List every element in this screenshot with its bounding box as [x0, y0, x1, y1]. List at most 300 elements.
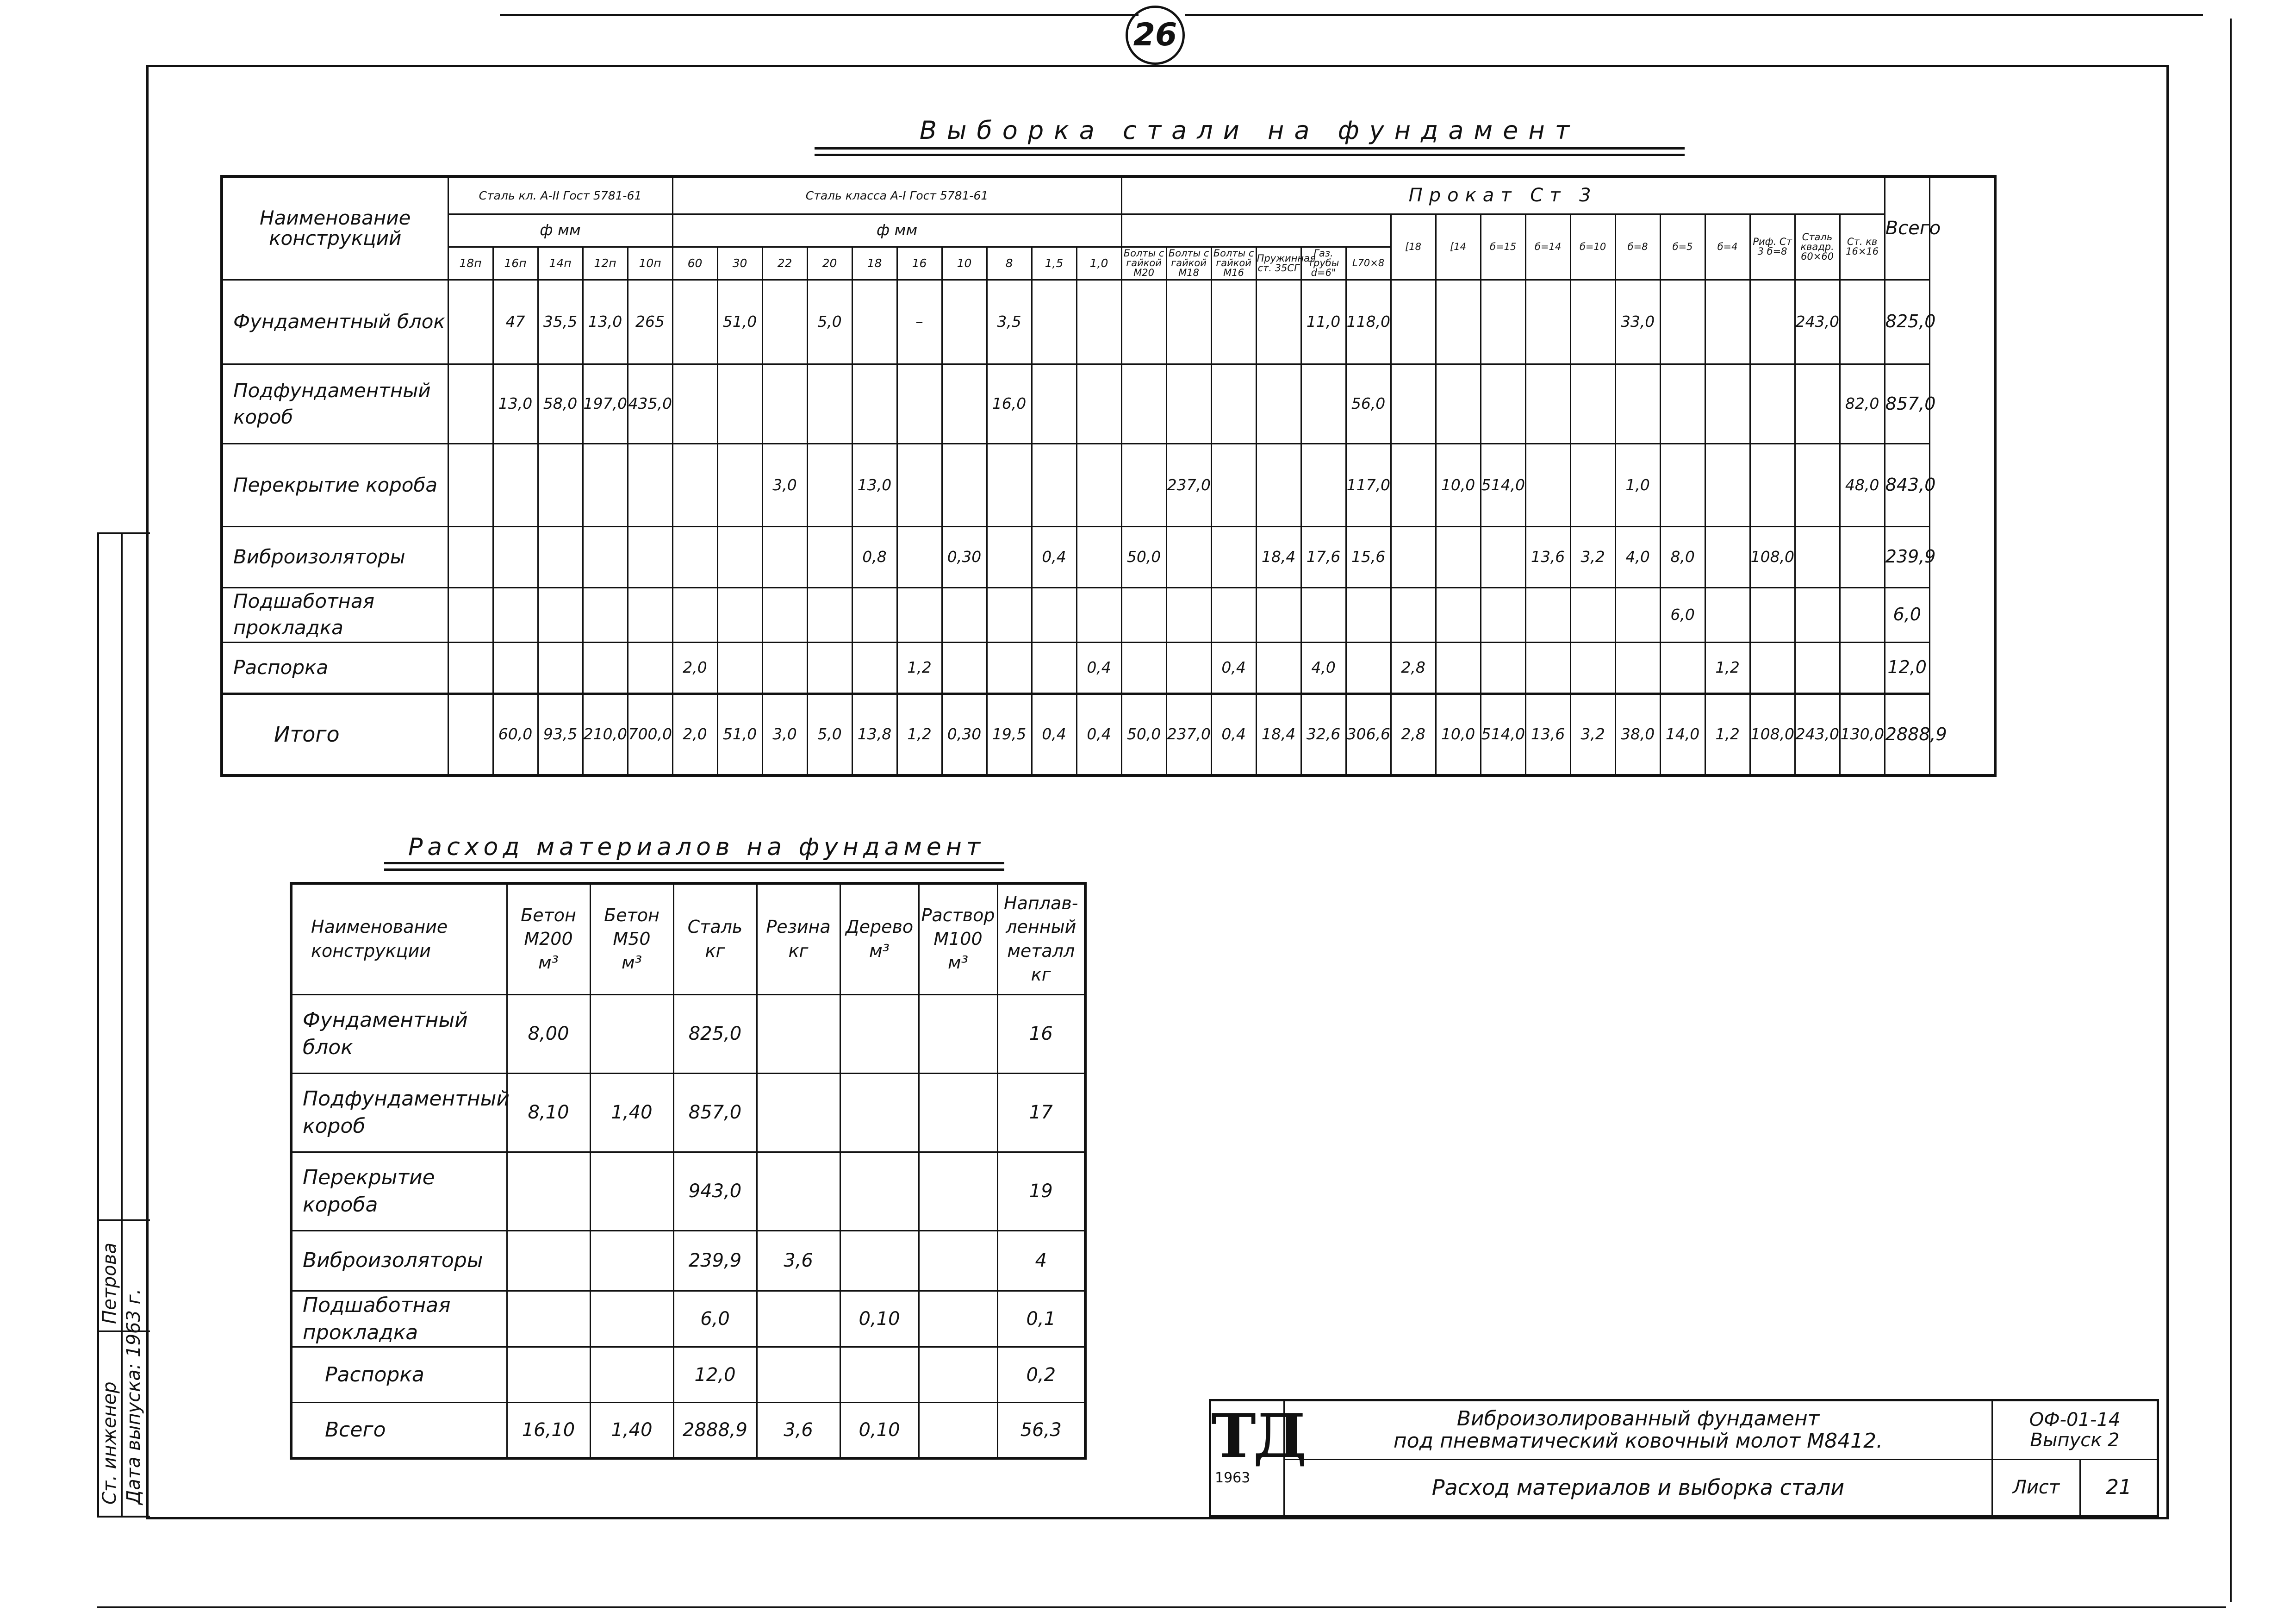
steel-cell	[1705, 526, 1750, 587]
title-line-3: Расход материалов и выборка стали	[1284, 1460, 1992, 1516]
steel-cell	[1840, 587, 1885, 642]
materials-col-header	[673, 883, 757, 994]
materials-col-header-line: М100	[933, 929, 983, 949]
steel-cell	[1750, 642, 1795, 694]
steel-row-name: Виброизоляторы	[222, 526, 448, 587]
materials-cell: 8,10	[507, 1073, 590, 1152]
steel-cell	[987, 444, 1032, 526]
materials-cell	[919, 1403, 997, 1458]
steel-cell	[1525, 280, 1570, 364]
materials-row-name: Распорка	[291, 1347, 507, 1403]
materials-col-header	[757, 883, 840, 994]
materials-cell	[590, 994, 673, 1073]
steel-cell: 118,0	[1346, 280, 1391, 364]
steel-cell: 48,0	[1840, 444, 1885, 526]
steel-cell: 17,6	[1301, 526, 1346, 587]
steel-cell	[538, 526, 583, 587]
steel-cell	[583, 642, 628, 694]
steel-cell: 0,4	[1032, 694, 1076, 775]
steel-cell	[1256, 280, 1301, 364]
steel-cell	[1795, 444, 1840, 526]
steel-cell	[493, 444, 538, 526]
steel-cell: 82,0	[1840, 364, 1885, 444]
steel-cell	[1346, 587, 1391, 642]
steel-cell	[717, 587, 762, 642]
steel-cell	[987, 587, 1032, 642]
steel-cell	[807, 587, 852, 642]
a1-sub-header: 20	[807, 247, 852, 280]
materials-col-header-line: м³	[622, 952, 642, 973]
steel-cell	[1256, 587, 1301, 642]
materials-col-header	[291, 883, 507, 994]
steel-cell	[1391, 444, 1436, 526]
steel-cell: 15,6	[1346, 526, 1391, 587]
prokat-sub-header: [18	[1391, 214, 1436, 280]
materials-cell	[919, 1347, 997, 1403]
a1-sub-header: 22	[762, 247, 807, 280]
steel-cell	[1570, 364, 1615, 444]
group-prokat-header: Прокат Ст 3	[1121, 176, 1885, 214]
steel-cell: 3,2	[1570, 526, 1615, 587]
steel-row-total: 12,0	[1885, 642, 1929, 694]
steel-cell	[1436, 642, 1481, 694]
materials-col-header-line: Наименование	[311, 917, 448, 937]
steel-cell	[942, 364, 987, 444]
sheet-number: 21	[2080, 1460, 2158, 1516]
steel-cell	[1211, 444, 1256, 526]
steel-cell	[1570, 444, 1615, 526]
steel-cell: 1,2	[1705, 642, 1750, 694]
materials-table-row	[291, 1291, 1085, 1347]
materials-cell	[840, 1230, 919, 1291]
steel-cell: 210,0	[583, 694, 628, 775]
steel-cell: 60,0	[493, 694, 538, 775]
steel-cell	[807, 364, 852, 444]
steel-title-underline	[815, 147, 1685, 156]
steel-cell	[1211, 526, 1256, 587]
side-stamp-role: Ст. инженер	[99, 1381, 120, 1505]
steel-cell	[1795, 587, 1840, 642]
steel-cell	[1840, 280, 1885, 364]
prokat-sub-header: Болты с гайкой М16	[1211, 247, 1256, 280]
prokat-sub-header: L70×8	[1346, 247, 1391, 280]
steel-cell	[1032, 444, 1076, 526]
steel-row-name: Фундаментный блок	[222, 280, 448, 364]
steel-cell: 58,0	[538, 364, 583, 444]
materials-row-name: Подшаботная прокладка	[291, 1291, 507, 1347]
steel-cell	[1481, 642, 1525, 694]
materials-col-header	[507, 883, 590, 994]
prokat-sub-header: Болты с гайкой М20	[1121, 247, 1166, 280]
steel-cell	[1032, 280, 1076, 364]
materials-cell: 4	[997, 1230, 1085, 1291]
steel-cell	[717, 526, 762, 587]
a2-sub-header: 10п	[628, 247, 672, 280]
steel-cell	[762, 364, 807, 444]
steel-cell: 0,30	[942, 694, 987, 775]
steel-cell	[493, 587, 538, 642]
materials-header-row	[291, 883, 1085, 994]
steel-cell	[717, 364, 762, 444]
steel-cell	[807, 526, 852, 587]
steel-table-row	[222, 280, 1995, 364]
steel-cell: 243,0	[1795, 694, 1840, 775]
steel-cell: 13,0	[493, 364, 538, 444]
steel-cell: 514,0	[1481, 444, 1525, 526]
a2-sub-header: 18п	[448, 247, 493, 280]
steel-cell	[538, 587, 583, 642]
steel-table-row	[222, 642, 1995, 694]
materials-cell	[919, 994, 997, 1073]
steel-cell	[1795, 526, 1840, 587]
steel-cell	[1076, 280, 1121, 364]
prokat-sub-header: б=8	[1615, 214, 1660, 280]
steel-cell	[1121, 642, 1166, 694]
title-block-code-cell	[1992, 1400, 2158, 1460]
materials-cell: 56,3	[997, 1403, 1085, 1458]
steel-cell	[1525, 444, 1570, 526]
steel-cell	[1121, 280, 1166, 364]
steel-cell	[672, 587, 717, 642]
materials-cell: 16	[997, 994, 1085, 1073]
steel-cell	[1166, 526, 1211, 587]
materials-cell	[757, 1291, 840, 1347]
materials-col-header-line: кг	[705, 940, 725, 961]
doc-issue: Выпуск 2	[2030, 1430, 2120, 1451]
steel-row-total: 2888,9	[1885, 694, 1929, 775]
prokat-sub-header: Болты с гайкой М18	[1166, 247, 1211, 280]
materials-title-underline	[384, 862, 1004, 871]
steel-cell	[628, 587, 672, 642]
steel-cell	[1076, 526, 1121, 587]
steel-cell	[1481, 587, 1525, 642]
steel-cell	[1660, 444, 1705, 526]
steel-cell: 0,30	[942, 526, 987, 587]
materials-table-row	[291, 1073, 1085, 1152]
steel-cell	[583, 444, 628, 526]
materials-table-row	[291, 1347, 1085, 1403]
prokat-sub-header: Сталь квадр. 60×60	[1795, 214, 1840, 280]
steel-row-total: 843,0	[1885, 444, 1929, 526]
materials-cell	[507, 1152, 590, 1230]
materials-cell	[919, 1230, 997, 1291]
materials-cell: 19	[997, 1152, 1085, 1230]
steel-cell: 514,0	[1481, 694, 1525, 775]
steel-cell	[1525, 587, 1570, 642]
steel-cell	[1256, 642, 1301, 694]
steel-cell	[1481, 526, 1525, 587]
steel-cell	[1436, 280, 1481, 364]
steel-cell	[448, 444, 493, 526]
prokat-sub-header: б=14	[1525, 214, 1570, 280]
steel-cell: 14,0	[1660, 694, 1705, 775]
logo-td: ТД	[1211, 1400, 1304, 1471]
steel-cell	[1391, 280, 1436, 364]
steel-cell: 33,0	[1615, 280, 1660, 364]
prokat-sub-header: б=10	[1570, 214, 1615, 280]
steel-cell	[1481, 280, 1525, 364]
steel-cell	[1615, 364, 1660, 444]
materials-col-header-line: м³	[869, 940, 890, 961]
steel-cell	[1615, 587, 1660, 642]
steel-cell	[1436, 587, 1481, 642]
materials-cell: 1,40	[590, 1403, 673, 1458]
steel-cell: 6,0	[1660, 587, 1705, 642]
steel-cell: 38,0	[1615, 694, 1660, 775]
steel-cell	[1256, 444, 1301, 526]
steel-cell: 5,0	[807, 280, 852, 364]
steel-cell: 197,0	[583, 364, 628, 444]
materials-cell	[757, 1347, 840, 1403]
steel-table-title: Выборка стали на фундамент	[919, 116, 1580, 145]
materials-cell: 3,6	[757, 1403, 840, 1458]
materials-table-row	[291, 1152, 1085, 1230]
steel-cell	[583, 587, 628, 642]
materials-col-header-line: Резина	[766, 917, 831, 937]
title-block	[1209, 1399, 2159, 1517]
steel-cell: 50,0	[1121, 694, 1166, 775]
materials-cell	[840, 994, 919, 1073]
steel-cell	[762, 280, 807, 364]
steel-cell	[1570, 642, 1615, 694]
a1-sub-header: 60	[672, 247, 717, 280]
materials-col-header-line: Дерево	[845, 917, 914, 937]
prokat-sub-header: б=4	[1705, 214, 1750, 280]
steel-cell	[1795, 364, 1840, 444]
steel-cell: 1,2	[897, 694, 942, 775]
steel-cell	[942, 280, 987, 364]
steel-cell	[942, 587, 987, 642]
prokat-sub-header: Риф. Ст 3 б=8	[1750, 214, 1795, 280]
steel-cell	[1301, 587, 1346, 642]
steel-cell	[1256, 364, 1301, 444]
steel-cell	[493, 642, 538, 694]
steel-total-header: Всего	[1885, 176, 1929, 280]
steel-cell	[1705, 280, 1750, 364]
steel-table-row	[222, 364, 1995, 444]
steel-cell	[672, 444, 717, 526]
group-a1-header: Сталь класса А-I Гост 5781-61	[672, 176, 1121, 214]
materials-cell	[919, 1291, 997, 1347]
steel-cell	[1166, 587, 1211, 642]
steel-cell	[1660, 364, 1705, 444]
prokat-sub-header: Пружинная ст. 35СГ	[1256, 247, 1301, 280]
steel-cell	[942, 444, 987, 526]
steel-cell: 2,8	[1391, 694, 1436, 775]
steel-cell	[1391, 364, 1436, 444]
prokat-sub-header: б=15	[1481, 214, 1525, 280]
title-line-1: Виброизолированный фундамент	[1456, 1406, 1820, 1430]
materials-cell	[757, 1073, 840, 1152]
steel-cell	[1032, 587, 1076, 642]
title-block-name-cell	[1284, 1400, 1992, 1460]
steel-cell: 2,0	[672, 642, 717, 694]
steel-cell	[1615, 642, 1660, 694]
steel-cell	[1705, 364, 1750, 444]
materials-cell: 1,40	[590, 1073, 673, 1152]
steel-cell	[1076, 444, 1121, 526]
steel-cell	[448, 694, 493, 775]
materials-table-title: Расход материалов на фундамент	[408, 833, 985, 861]
steel-cell: 306,6	[1346, 694, 1391, 775]
materials-cell: 0,2	[997, 1347, 1085, 1403]
steel-cell	[1840, 642, 1885, 694]
top-rule-right	[1185, 14, 2203, 16]
steel-cell	[1660, 280, 1705, 364]
materials-cell: 857,0	[673, 1073, 757, 1152]
materials-cell: 3,6	[757, 1230, 840, 1291]
steel-table-row	[222, 587, 1995, 642]
materials-col-header	[840, 883, 919, 994]
a2-sub-header: 14п	[538, 247, 583, 280]
steel-cell	[1570, 280, 1615, 364]
materials-cell: 8,00	[507, 994, 590, 1073]
logo-year: 1963	[1215, 1470, 1251, 1486]
a1-sub-header: 1,5	[1032, 247, 1076, 280]
steel-cell	[1121, 444, 1166, 526]
steel-cell	[1121, 587, 1166, 642]
title-block-logo-cell	[1210, 1400, 1304, 1516]
materials-cell: 12,0	[673, 1347, 757, 1403]
steel-cell: 5,0	[807, 694, 852, 775]
materials-cell	[840, 1152, 919, 1230]
steel-cell	[448, 280, 493, 364]
steel-row-name: Подшаботная прокладка	[222, 587, 448, 642]
steel-cell: 56,0	[1346, 364, 1391, 444]
doc-code: ОФ-01-14	[2029, 1409, 2121, 1430]
steel-cell	[762, 526, 807, 587]
title-line-2: под пневматический ковочный молот М8412.	[1393, 1429, 1883, 1453]
materials-cell	[590, 1230, 673, 1291]
steel-cell: 16,0	[987, 364, 1032, 444]
steel-cell	[897, 587, 942, 642]
side-stamp-date: Дата выпуска: 1963 г.	[123, 1288, 144, 1505]
steel-cell: 3,2	[1570, 694, 1615, 775]
steel-cell	[762, 587, 807, 642]
materials-cell: 17	[997, 1073, 1085, 1152]
materials-table-row	[291, 994, 1085, 1073]
a2-sub-header: 16п	[493, 247, 538, 280]
materials-cell	[507, 1230, 590, 1291]
steel-table-body	[222, 280, 1995, 775]
steel-table-row	[222, 444, 1995, 526]
steel-cell	[672, 364, 717, 444]
steel-cell: 0,4	[1076, 642, 1121, 694]
steel-cell	[1840, 526, 1885, 587]
materials-table-row	[291, 1230, 1085, 1291]
materials-cell	[507, 1347, 590, 1403]
steel-cell	[628, 642, 672, 694]
steel-cell	[1750, 587, 1795, 642]
a1-sub-header: 10	[942, 247, 987, 280]
materials-row-name: Всего	[291, 1403, 507, 1458]
steel-cell	[1481, 364, 1525, 444]
steel-cell: 93,5	[538, 694, 583, 775]
steel-cell	[1391, 587, 1436, 642]
steel-row-total: 6,0	[1885, 587, 1929, 642]
steel-cell	[1750, 280, 1795, 364]
materials-row-name: Фундаментный блок	[291, 994, 507, 1073]
steel-cell	[1795, 642, 1840, 694]
steel-cell: 3,5	[987, 280, 1032, 364]
steel-cell: 19,5	[987, 694, 1032, 775]
materials-col-header	[997, 883, 1085, 994]
steel-cell	[807, 444, 852, 526]
steel-cell: 108,0	[1750, 694, 1795, 775]
page-number: 26	[1133, 17, 1177, 53]
materials-cell	[757, 994, 840, 1073]
steel-cell	[628, 444, 672, 526]
group-a2-header: Сталь кл. А-II Гост 5781-61	[448, 176, 672, 214]
steel-cell	[987, 526, 1032, 587]
steel-cell	[987, 642, 1032, 694]
steel-cell: 3,0	[762, 694, 807, 775]
steel-cell: 18,4	[1256, 526, 1301, 587]
steel-cell	[807, 642, 852, 694]
materials-cell: 825,0	[673, 994, 757, 1073]
steel-cell	[1750, 444, 1795, 526]
a1-sub-header: 30	[717, 247, 762, 280]
steel-cell	[897, 364, 942, 444]
steel-cell	[852, 587, 897, 642]
materials-table-body	[291, 994, 1085, 1458]
steel-cell	[852, 642, 897, 694]
prokat-sub-header: Газ. трубы d=6"	[1301, 247, 1346, 280]
materials-col-header	[919, 883, 997, 994]
materials-col-header-line: Бетон	[521, 905, 576, 925]
a1-sub-header: 1,0	[1076, 247, 1121, 280]
steel-cell	[942, 642, 987, 694]
steel-cell: 35,5	[538, 280, 583, 364]
steel-cell: 0,8	[852, 526, 897, 587]
steel-cell: 47	[493, 280, 538, 364]
steel-cell: 1,2	[897, 642, 942, 694]
steel-cell: 18,4	[1256, 694, 1301, 775]
steel-cell: 13,0	[583, 280, 628, 364]
materials-col-header-line: м³	[948, 952, 968, 973]
bottom-cut-line	[97, 1606, 2226, 1608]
steel-cell	[852, 364, 897, 444]
steel-cell	[717, 642, 762, 694]
steel-cell: 0,4	[1076, 694, 1121, 775]
steel-cell	[538, 642, 583, 694]
steel-cell	[1032, 364, 1076, 444]
steel-cell: 13,6	[1525, 694, 1570, 775]
materials-cell	[590, 1347, 673, 1403]
materials-cell	[590, 1291, 673, 1347]
steel-cell	[1346, 642, 1391, 694]
steel-cell: 1,2	[1705, 694, 1750, 775]
steel-cell	[1076, 364, 1121, 444]
a1-sub-header: 8	[987, 247, 1032, 280]
steel-cell	[897, 526, 942, 587]
steel-row-name: Итого	[222, 694, 448, 775]
materials-col-header-line: М50	[613, 929, 651, 949]
steel-cell: 11,0	[1301, 280, 1346, 364]
materials-cell: 2888,9	[673, 1403, 757, 1458]
steel-cell: 3,0	[762, 444, 807, 526]
sheet-label: Лист	[1992, 1460, 2080, 1516]
steel-cell: –	[897, 280, 942, 364]
materials-cell	[919, 1152, 997, 1230]
steel-cell	[897, 444, 942, 526]
steel-cell: 237,0	[1166, 444, 1211, 526]
steel-cell: 13,0	[852, 444, 897, 526]
materials-col-header-line: металл кг	[1007, 940, 1075, 985]
steel-cell	[1166, 364, 1211, 444]
materials-row-name: Перекрытие короба	[291, 1152, 507, 1230]
steel-cell	[1166, 642, 1211, 694]
